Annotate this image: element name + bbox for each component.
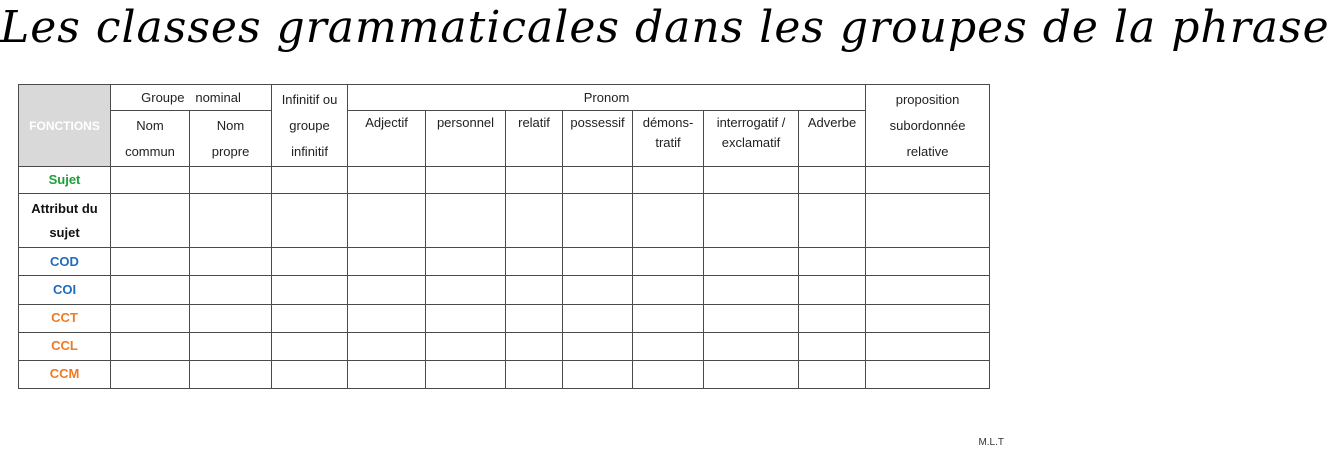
row-label — [19, 360, 111, 388]
row-label-line: COD — [50, 253, 79, 269]
empty-cell[interactable] — [111, 167, 190, 194]
empty-cell[interactable] — [426, 304, 506, 332]
empty-cell[interactable] — [799, 332, 866, 360]
empty-cell[interactable] — [506, 360, 563, 388]
header-nom-commun-line: commun — [125, 143, 175, 159]
empty-cell[interactable] — [348, 332, 426, 360]
empty-cell[interactable] — [866, 304, 990, 332]
header-infinitif-line: infinitif — [291, 143, 328, 159]
empty-cell[interactable] — [866, 248, 990, 276]
empty-cell[interactable] — [111, 194, 190, 248]
empty-cell[interactable] — [348, 304, 426, 332]
header-groupe-nominal: Groupe nominal — [111, 85, 272, 111]
empty-cell[interactable] — [426, 248, 506, 276]
empty-cell[interactable] — [272, 360, 348, 388]
empty-cell[interactable] — [704, 360, 799, 388]
header-nom-commun-line: Nom — [136, 117, 164, 133]
empty-cell[interactable] — [563, 276, 633, 304]
empty-cell[interactable] — [111, 248, 190, 276]
table-row — [19, 276, 990, 304]
header-fonctions: FONCTIONS — [19, 85, 111, 167]
empty-cell[interactable] — [799, 360, 866, 388]
row-label-line: Attribut du — [31, 200, 98, 216]
empty-cell[interactable] — [563, 194, 633, 248]
empty-cell[interactable] — [704, 332, 799, 360]
empty-cell[interactable] — [563, 248, 633, 276]
row-label — [19, 276, 111, 304]
empty-cell[interactable] — [506, 304, 563, 332]
header-interrogatif-line: exclamatif — [721, 135, 781, 150]
empty-cell[interactable] — [704, 304, 799, 332]
table-body — [19, 167, 990, 389]
empty-cell[interactable] — [348, 276, 426, 304]
empty-cell[interactable] — [633, 276, 704, 304]
header-demonstratif-line: démons- — [642, 115, 694, 130]
empty-cell[interactable] — [190, 276, 272, 304]
empty-cell[interactable] — [272, 194, 348, 248]
empty-cell[interactable] — [563, 167, 633, 194]
empty-cell[interactable] — [272, 248, 348, 276]
empty-cell[interactable] — [866, 276, 990, 304]
empty-cell[interactable] — [563, 304, 633, 332]
row-label — [19, 248, 111, 276]
empty-cell[interactable] — [704, 276, 799, 304]
empty-cell[interactable] — [426, 167, 506, 194]
table-row — [19, 194, 990, 248]
empty-cell[interactable] — [799, 276, 866, 304]
empty-cell[interactable] — [633, 167, 704, 194]
row-label-line: sujet — [49, 224, 80, 240]
table-row — [19, 167, 990, 194]
empty-cell[interactable] — [704, 248, 799, 276]
header-possessif: possessif — [563, 111, 633, 167]
header-pronom: Pronom — [348, 85, 866, 111]
header-demonstratif-line: tratif — [655, 135, 681, 150]
empty-cell[interactable] — [272, 332, 348, 360]
empty-cell[interactable] — [633, 332, 704, 360]
table-row — [19, 332, 990, 360]
empty-cell[interactable] — [633, 194, 704, 248]
empty-cell[interactable] — [704, 167, 799, 194]
empty-cell[interactable] — [506, 248, 563, 276]
empty-cell[interactable] — [426, 332, 506, 360]
header-relatif: relatif — [506, 111, 563, 167]
row-label-line: Sujet — [48, 172, 81, 188]
empty-cell[interactable] — [272, 276, 348, 304]
empty-cell[interactable] — [799, 304, 866, 332]
empty-cell[interactable] — [426, 276, 506, 304]
empty-cell[interactable] — [190, 332, 272, 360]
row-label-line: CCT — [51, 310, 78, 326]
grammar-table — [18, 84, 990, 389]
empty-cell[interactable] — [704, 194, 799, 248]
empty-cell[interactable] — [799, 248, 866, 276]
row-label — [19, 304, 111, 332]
header-nom-commun — [111, 111, 190, 167]
header-nom-propre — [190, 111, 272, 167]
table-row — [19, 304, 990, 332]
header-nom-propre-line: Nom — [216, 117, 245, 133]
header-adjectif: Adjectif — [348, 111, 426, 167]
empty-cell[interactable] — [348, 360, 426, 388]
empty-cell[interactable] — [506, 194, 563, 248]
empty-cell[interactable] — [348, 167, 426, 194]
header-proposition-line: subordonnée — [889, 117, 966, 133]
empty-cell[interactable] — [866, 360, 990, 388]
empty-cell[interactable] — [348, 248, 426, 276]
empty-cell[interactable] — [563, 360, 633, 388]
empty-cell[interactable] — [111, 276, 190, 304]
empty-cell[interactable] — [506, 167, 563, 194]
empty-cell[interactable] — [272, 167, 348, 194]
empty-cell[interactable] — [272, 304, 348, 332]
table-row — [19, 248, 990, 276]
row-label-line: COI — [52, 282, 77, 298]
header-infinitif-line: Infinitif ou — [281, 91, 338, 107]
row-label-line: CCL — [51, 338, 78, 354]
row-label — [19, 194, 111, 248]
empty-cell[interactable] — [190, 167, 272, 194]
empty-cell[interactable] — [190, 360, 272, 388]
empty-cell[interactable] — [426, 360, 506, 388]
header-interrogatif — [704, 111, 799, 167]
header-interrogatif-line: interrogatif / — [716, 115, 786, 130]
empty-cell[interactable] — [866, 332, 990, 360]
row-label — [19, 167, 111, 194]
row-label-line: CCM — [49, 366, 80, 382]
empty-cell[interactable] — [633, 248, 704, 276]
header-proposition-line: proposition — [895, 91, 960, 107]
header-demonstratif — [633, 111, 704, 167]
header-nom-propre-line: propre — [211, 143, 250, 159]
empty-cell[interactable] — [866, 167, 990, 194]
author-initials: M.L.T — [978, 437, 1004, 448]
header-infinitif — [272, 85, 348, 167]
empty-cell[interactable] — [633, 360, 704, 388]
header-proposition — [866, 85, 990, 167]
page-title: Les classes grammaticales dans les groupes de la phrase — [0, 2, 1330, 53]
header-personnel: personnel — [426, 111, 506, 167]
header-proposition-line: relative — [906, 143, 949, 159]
empty-cell[interactable] — [563, 332, 633, 360]
empty-cell[interactable] — [190, 248, 272, 276]
empty-cell[interactable] — [799, 194, 866, 248]
empty-cell[interactable] — [348, 194, 426, 248]
empty-cell[interactable] — [111, 304, 190, 332]
empty-cell[interactable] — [111, 360, 190, 388]
header-infinitif-line: groupe — [289, 117, 330, 133]
empty-cell[interactable] — [866, 194, 990, 248]
empty-cell[interactable] — [190, 194, 272, 248]
empty-cell[interactable] — [111, 332, 190, 360]
empty-cell[interactable] — [506, 332, 563, 360]
row-label — [19, 332, 111, 360]
empty-cell[interactable] — [190, 304, 272, 332]
empty-cell[interactable] — [633, 304, 704, 332]
empty-cell[interactable] — [506, 276, 563, 304]
table-row — [19, 360, 990, 388]
empty-cell[interactable] — [799, 167, 866, 194]
empty-cell[interactable] — [426, 194, 506, 248]
header-adverbe: Adverbe — [799, 111, 866, 167]
